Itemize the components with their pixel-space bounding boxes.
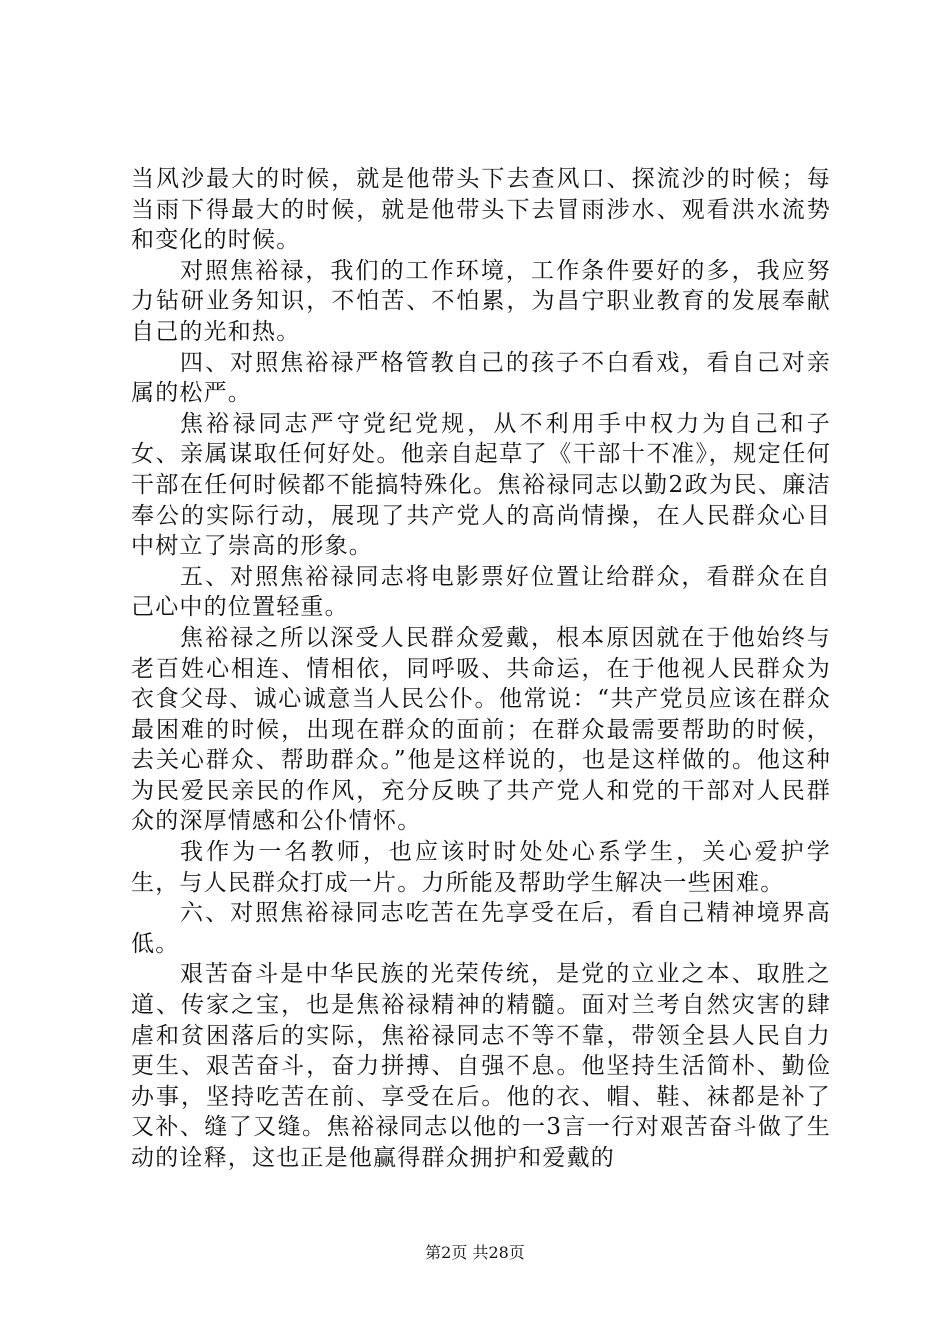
- paragraph-6: 焦裕禄之所以深受人民群众爱戴，根本原因就在于他始终与老百姓心相连、情相依，同呼吸、共命运，在于他视人民群众为衣食父母、诚心诚意当人民公仆。他常说：“共产党员应该在群众最困难的时候，出现在群众的面前；在群众最需要帮助的时候，去关心群众、帮助群众。”他是这样说的，也是这样做的。他这种为民爱民亲民的作风，充分反映了共产党人和党的干部对人民群众的深厚情感和公仆情怀。: [131, 624, 831, 835]
- document-body: [131, 164, 831, 1174]
- paragraph-1: 当风沙最大的时候，就是他带头下去查风口、探流沙的时候；每当雨下得最大的时候，就是他带头下去冒雨涉水、观看洪水流势和变化的时候。: [131, 166, 831, 254]
- paragraph-7: 我作为一名教师，也应该时时处处心系学生，关心爱护学生，与人民群众打成一片。力所能及帮助学生解决一些困难。: [131, 839, 831, 896]
- page-footer: 第2页 共28页: [425, 1243, 525, 1262]
- paragraph-4: 焦裕禄同志严守党纪党规，从不利用手中权力为自己和子女、亲属谋取任何好处。他亲自起草了《干部十不准》，规定任何干部在任何时候都不能搞特殊化。焦裕禄同志以勤2政为民、廉洁奉公的实际行动，展现了共产党人的高尚情操，在人民群众心目中树立了崇高的形象。: [131, 410, 831, 560]
- paragraph-9: 艰苦奋斗是中华民族的光荣传统，是党的立业之本、取胜之道、传家之宝，也是焦裕禄精神的精髓。面对兰考自然灾害的肆虐和贫困落后的实际，焦裕禄同志不等不靠，带领全县人民自力更生、艰苦奋斗，奋力拼搏、自强不息。他坚持生活简朴、勤俭办事，坚持吃苦在前、享受在后。他的衣、帽、鞋、袜都是补了又补、缝了又缝。焦裕禄同志以他的一3言一行对艰苦奋斗做了生动的诠释，这也正是他赢得群众拥护和爱戴的: [131, 961, 831, 1171]
- section-heading-4: 四、对照焦裕禄严格管教自己的孩子不白看戏，看自己对亲属的松严。: [131, 349, 831, 407]
- section-heading-6: 六、对照焦裕禄同志吃苦在先享受在后，看自己精神境界高低。: [131, 900, 831, 957]
- section-heading-5: 五、对照焦裕禄同志将电影票好位置让给群众，看群众在自己心中的位置轻重。: [131, 563, 831, 621]
- paragraph-2: 对照焦裕禄，我们的工作环境，工作条件要好的多，我应努力钻研业务知识，不怕苦、不怕累，为昌宁职业教育的发展奉献自己的光和热。: [131, 257, 831, 345]
